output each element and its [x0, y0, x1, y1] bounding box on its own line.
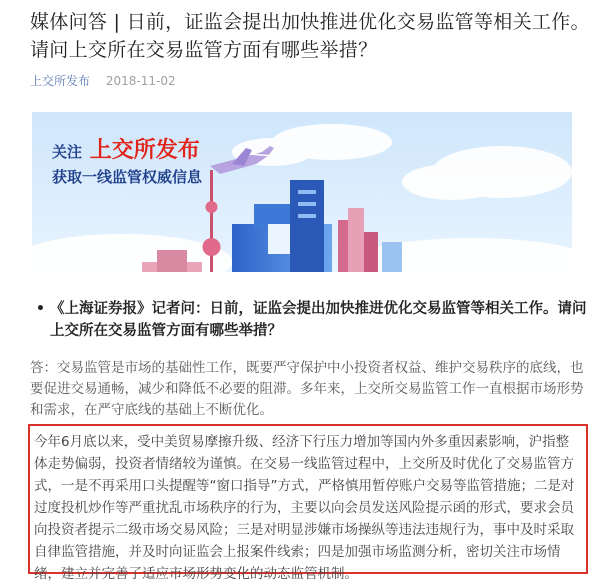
- question-text: 《上海证券报》记者问：日前，证监会提出加快推进优化交易监管等相关工作。请问上交所在交易监管方面有哪些举措？: [50, 301, 587, 339]
- article-meta: [30, 72, 176, 89]
- answer-paragraph: 答：交易监管是市场的基础性工作，既要严守保护中小投资者权益、维护交易秩序的底线，也要促进交易通畅，减少和降低不必要的阻滞。多年来，上交所交易监管工作一直根据市场形势和需求，在严守底线的基础上不断优化。: [30, 360, 584, 418]
- banner-text: [52, 138, 202, 189]
- banner-image: [32, 112, 572, 280]
- author-link[interactable]: 上交所发布: [30, 74, 91, 88]
- banner-brand: 上交所发布: [89, 138, 200, 163]
- banner-subtitle: 获取一线监管权威信息: [52, 168, 203, 186]
- publish-date: 2018-11-02: [105, 74, 176, 88]
- bullet-icon: •: [36, 301, 45, 317]
- banner-prefix: 关注: [52, 143, 83, 161]
- article-title: 媒体问答 | 日前，证监会提出加快推进优化交易监管等相关工作。请问上交所在交易监管方面有哪些举措？: [30, 11, 590, 61]
- highlighted-paragraph: 今年6月底以来，受中美贸易摩擦升级、经济下行压力增加等国内外多重因素影响，沪指整体走势偏弱，投资者情绪较为谨慎。在交易一线监管过程中，上交所及时优化了交易监管方式，一是不再采用口头提醒等“窗口指导”方式，严格慎用暂停账户交易等监管措施；二是对过度投机炒作等严重扰乱市场秩序的行为，主要以向会员发送风险提示函的形式，要求会员向投资者提示二级市场交易风险；三是对明显涉嫌市场操纵等违法违规行为，事中及时采取自律监管措施，并及时向证监会上报案件线索；四是加强市场监测分析，密切关注市场情绪，建立并完善了适应市场形势变化的动态监管机制。: [34, 434, 575, 582]
- question-paragraph: [36, 298, 590, 342]
